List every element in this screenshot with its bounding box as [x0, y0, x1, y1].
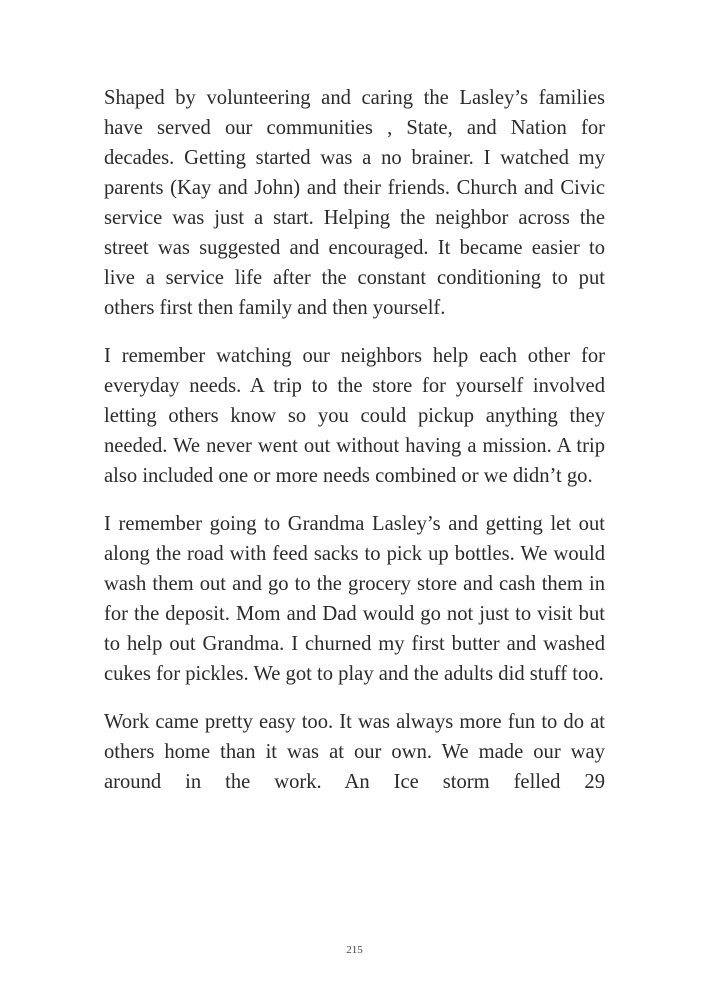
paragraph-3: I remember going to Grandma Lasley’s and getting let out along the road with feed sacks to pick up bottles. We would wash them out and go to the grocery store and cash them in for the deposit. Mom and Dad would go not just to visit but to help out Grandma. I churned my first butter and washed cukes for pickles. We got to play and the adults did stuff too.	[104, 513, 605, 685]
paragraph-2: I remember watching our neighbors help each other for everyday needs. A trip to the store for yourself involved letting others know so you could pickup anything they needed. We never went out without having a mission. A trip also included one or more needs combined or we didn’t go.	[104, 345, 605, 487]
paragraph-1: Shaped by volunteering and caring the Lasley’s families have served our communities , State, and Nation for decades. Getting started was a no brainer. I watched my parents (Kay and John) and their friends. Church and Civic service was just a start. Helping the neighbor across the street was suggested and encouraged. It became easier to live a service life after the constant conditioning to put others first then family and then yourself.	[104, 87, 605, 319]
page-number: 215	[346, 944, 363, 956]
paragraph-4: Work came pretty easy too. It was always more fun to do at others home than it was at our own. We made our way around in the work. An Ice storm felled 29	[104, 711, 605, 793]
body-text	[104, 83, 605, 797]
